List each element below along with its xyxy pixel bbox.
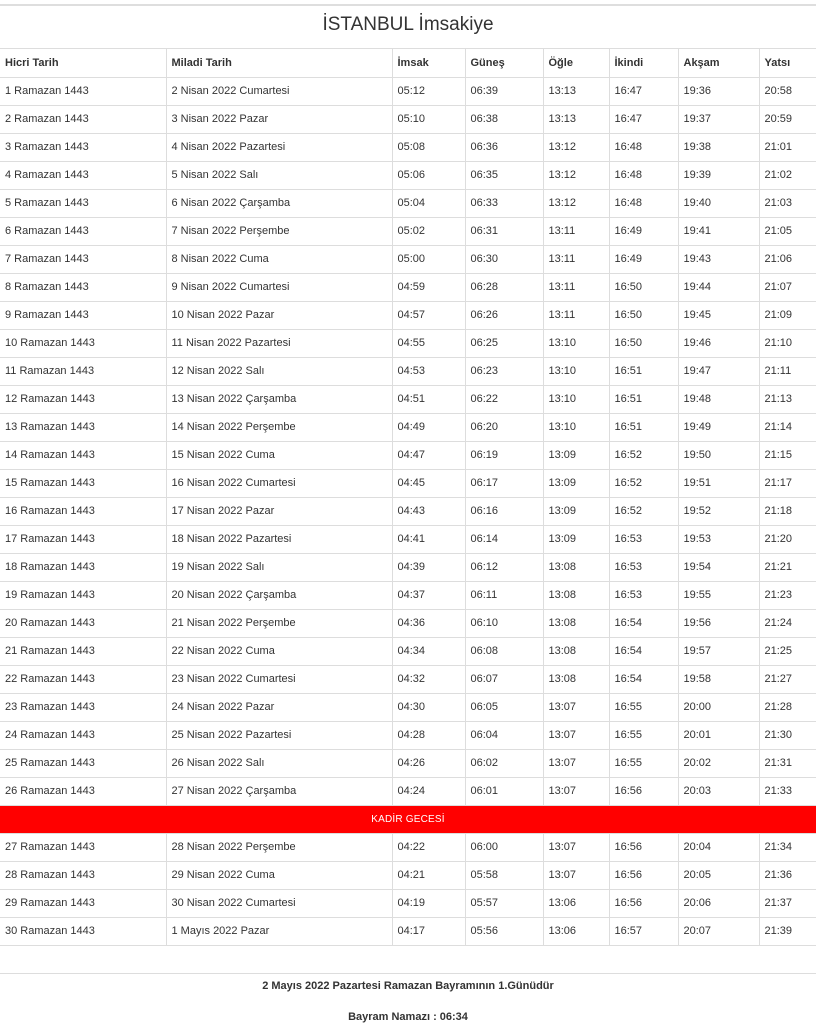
imsak-cell: 04:53 <box>392 357 465 385</box>
imsak-cell: 04:32 <box>392 665 465 693</box>
top-divider <box>0 4 816 6</box>
aksam-cell: 19:53 <box>678 525 759 553</box>
aksam-cell: 19:48 <box>678 385 759 413</box>
aksam-cell: 20:06 <box>678 889 759 917</box>
aksam-cell: 19:47 <box>678 357 759 385</box>
table-row <box>0 469 816 497</box>
gunes-cell: 06:38 <box>465 105 543 133</box>
table-row <box>0 161 816 189</box>
gunes-cell: 05:58 <box>465 861 543 889</box>
miladi-tarih-cell: 25 Nisan 2022 Pazartesi <box>166 721 392 749</box>
table-body-after <box>0 833 816 945</box>
miladi-tarih-cell: 23 Nisan 2022 Cumartesi <box>166 665 392 693</box>
gunes-cell: 06:08 <box>465 637 543 665</box>
imsak-cell: 04:59 <box>392 273 465 301</box>
ikindi-cell: 16:56 <box>609 889 678 917</box>
gunes-cell: 06:02 <box>465 749 543 777</box>
gunes-cell: 06:14 <box>465 525 543 553</box>
gunes-cell: 06:36 <box>465 133 543 161</box>
yatsi-cell: 21:25 <box>759 637 816 665</box>
ikindi-cell: 16:53 <box>609 525 678 553</box>
table-row <box>0 553 816 581</box>
table-row <box>0 917 816 945</box>
yatsi-cell: 21:09 <box>759 301 816 329</box>
ogle-cell: 13:07 <box>543 693 609 721</box>
hicri-tarih-cell: 10 Ramazan 1443 <box>0 329 166 357</box>
table-row <box>0 441 816 469</box>
yatsi-cell: 21:11 <box>759 357 816 385</box>
yatsi-cell: 21:24 <box>759 609 816 637</box>
hicri-tarih-cell: 7 Ramazan 1443 <box>0 245 166 273</box>
ogle-cell: 13:08 <box>543 665 609 693</box>
miladi-tarih-cell: 20 Nisan 2022 Çarşamba <box>166 581 392 609</box>
hicri-tarih-cell: 20 Ramazan 1443 <box>0 609 166 637</box>
ikindi-cell: 16:54 <box>609 637 678 665</box>
aksam-cell: 20:03 <box>678 777 759 805</box>
ikindi-cell: 16:53 <box>609 553 678 581</box>
yatsi-cell: 21:39 <box>759 917 816 945</box>
imsak-cell: 04:55 <box>392 329 465 357</box>
ogle-cell: 13:07 <box>543 749 609 777</box>
aksam-cell: 20:00 <box>678 693 759 721</box>
imsak-cell: 04:47 <box>392 441 465 469</box>
ogle-cell: 13:13 <box>543 77 609 105</box>
aksam-cell: 20:05 <box>678 861 759 889</box>
yatsi-cell: 21:18 <box>759 497 816 525</box>
ikindi-cell: 16:55 <box>609 693 678 721</box>
gunes-cell: 06:20 <box>465 413 543 441</box>
miladi-tarih-cell: 1 Mayıs 2022 Pazar <box>166 917 392 945</box>
miladi-tarih-cell: 21 Nisan 2022 Perşembe <box>166 609 392 637</box>
table-row <box>0 721 816 749</box>
ogle-cell: 13:07 <box>543 833 609 861</box>
yatsi-cell: 21:31 <box>759 749 816 777</box>
gunes-cell: 06:16 <box>465 497 543 525</box>
yatsi-cell: 21:36 <box>759 861 816 889</box>
yatsi-cell: 21:21 <box>759 553 816 581</box>
gunes-cell: 06:17 <box>465 469 543 497</box>
hicri-tarih-cell: 4 Ramazan 1443 <box>0 161 166 189</box>
gunes-cell: 05:56 <box>465 917 543 945</box>
header-gunes: Güneş <box>465 49 543 77</box>
aksam-cell: 19:54 <box>678 553 759 581</box>
ogle-cell: 13:09 <box>543 441 609 469</box>
ogle-cell: 13:06 <box>543 917 609 945</box>
ikindi-cell: 16:55 <box>609 749 678 777</box>
table-header-row <box>0 49 816 77</box>
aksam-cell: 19:55 <box>678 581 759 609</box>
miladi-tarih-cell: 4 Nisan 2022 Pazartesi <box>166 133 392 161</box>
imsak-cell: 04:57 <box>392 301 465 329</box>
footer-divider <box>0 973 816 974</box>
aksam-cell: 19:41 <box>678 217 759 245</box>
hicri-tarih-cell: 16 Ramazan 1443 <box>0 497 166 525</box>
hicri-tarih-cell: 19 Ramazan 1443 <box>0 581 166 609</box>
ikindi-cell: 16:56 <box>609 777 678 805</box>
miladi-tarih-cell: 24 Nisan 2022 Pazar <box>166 693 392 721</box>
ikindi-cell: 16:57 <box>609 917 678 945</box>
kadir-gecesi-row <box>0 805 816 833</box>
imsak-cell: 04:22 <box>392 833 465 861</box>
ogle-cell: 13:09 <box>543 469 609 497</box>
ikindi-cell: 16:50 <box>609 329 678 357</box>
imsak-cell: 04:19 <box>392 889 465 917</box>
table-row <box>0 777 816 805</box>
yatsi-cell: 21:28 <box>759 693 816 721</box>
miladi-tarih-cell: 26 Nisan 2022 Salı <box>166 749 392 777</box>
yatsi-cell: 21:34 <box>759 833 816 861</box>
yatsi-cell: 21:30 <box>759 721 816 749</box>
miladi-tarih-cell: 14 Nisan 2022 Perşembe <box>166 413 392 441</box>
ogle-cell: 13:10 <box>543 357 609 385</box>
ikindi-cell: 16:47 <box>609 105 678 133</box>
miladi-tarih-cell: 6 Nisan 2022 Çarşamba <box>166 189 392 217</box>
ikindi-cell: 16:48 <box>609 189 678 217</box>
hicri-tarih-cell: 24 Ramazan 1443 <box>0 721 166 749</box>
gunes-cell: 05:57 <box>465 889 543 917</box>
ikindi-cell: 16:51 <box>609 357 678 385</box>
hicri-tarih-cell: 8 Ramazan 1443 <box>0 273 166 301</box>
table-row <box>0 189 816 217</box>
imsak-cell: 04:36 <box>392 609 465 637</box>
table-row <box>0 833 816 861</box>
yatsi-cell: 20:59 <box>759 105 816 133</box>
ogle-cell: 13:08 <box>543 637 609 665</box>
aksam-cell: 20:07 <box>678 917 759 945</box>
table-row <box>0 525 816 553</box>
table-row <box>0 861 816 889</box>
aksam-cell: 19:46 <box>678 329 759 357</box>
hicri-tarih-cell: 23 Ramazan 1443 <box>0 693 166 721</box>
ikindi-cell: 16:49 <box>609 245 678 273</box>
imsak-cell: 05:10 <box>392 105 465 133</box>
ogle-cell: 13:07 <box>543 777 609 805</box>
gunes-cell: 06:19 <box>465 441 543 469</box>
yatsi-cell: 21:02 <box>759 161 816 189</box>
ogle-cell: 13:06 <box>543 889 609 917</box>
kadir-gecesi-section <box>0 805 816 833</box>
table-row <box>0 581 816 609</box>
yatsi-cell: 21:07 <box>759 273 816 301</box>
hicri-tarih-cell: 6 Ramazan 1443 <box>0 217 166 245</box>
hicri-tarih-cell: 5 Ramazan 1443 <box>0 189 166 217</box>
miladi-tarih-cell: 10 Nisan 2022 Pazar <box>166 301 392 329</box>
ogle-cell: 13:12 <box>543 189 609 217</box>
table-row <box>0 273 816 301</box>
ogle-cell: 13:11 <box>543 273 609 301</box>
ikindi-cell: 16:55 <box>609 721 678 749</box>
gunes-cell: 06:22 <box>465 385 543 413</box>
table-row <box>0 413 816 441</box>
ikindi-cell: 16:56 <box>609 861 678 889</box>
hicri-tarih-cell: 1 Ramazan 1443 <box>0 77 166 105</box>
gunes-cell: 06:30 <box>465 245 543 273</box>
gunes-cell: 06:39 <box>465 77 543 105</box>
miladi-tarih-cell: 22 Nisan 2022 Cuma <box>166 637 392 665</box>
imsak-cell: 04:39 <box>392 553 465 581</box>
ogle-cell: 13:11 <box>543 217 609 245</box>
gunes-cell: 06:07 <box>465 665 543 693</box>
aksam-cell: 19:49 <box>678 413 759 441</box>
yatsi-cell: 21:01 <box>759 133 816 161</box>
imsak-cell: 04:21 <box>392 861 465 889</box>
imsak-cell: 04:37 <box>392 581 465 609</box>
hicri-tarih-cell: 28 Ramazan 1443 <box>0 861 166 889</box>
miladi-tarih-cell: 13 Nisan 2022 Çarşamba <box>166 385 392 413</box>
gunes-cell: 06:33 <box>465 189 543 217</box>
miladi-tarih-cell: 30 Nisan 2022 Cumartesi <box>166 889 392 917</box>
aksam-cell: 19:36 <box>678 77 759 105</box>
hicri-tarih-cell: 3 Ramazan 1443 <box>0 133 166 161</box>
yatsi-cell: 21:05 <box>759 217 816 245</box>
aksam-cell: 19:58 <box>678 665 759 693</box>
imsak-cell: 05:06 <box>392 161 465 189</box>
ogle-cell: 13:10 <box>543 413 609 441</box>
gunes-cell: 06:01 <box>465 777 543 805</box>
miladi-tarih-cell: 2 Nisan 2022 Cumartesi <box>166 77 392 105</box>
yatsi-cell: 21:23 <box>759 581 816 609</box>
ikindi-cell: 16:49 <box>609 217 678 245</box>
imsak-cell: 04:30 <box>392 693 465 721</box>
aksam-cell: 19:39 <box>678 161 759 189</box>
hicri-tarih-cell: 12 Ramazan 1443 <box>0 385 166 413</box>
header-miladi-tarih: Miladi Tarih <box>166 49 392 77</box>
imsak-cell: 04:41 <box>392 525 465 553</box>
aksam-cell: 19:51 <box>678 469 759 497</box>
aksam-cell: 19:45 <box>678 301 759 329</box>
yatsi-cell: 21:33 <box>759 777 816 805</box>
kadir-gecesi-label: KADİR GECESİ <box>0 805 816 833</box>
ogle-cell: 13:11 <box>543 301 609 329</box>
table-row <box>0 217 816 245</box>
header-aksam: Akşam <box>678 49 759 77</box>
ikindi-cell: 16:51 <box>609 385 678 413</box>
yatsi-cell: 21:15 <box>759 441 816 469</box>
aksam-cell: 20:01 <box>678 721 759 749</box>
hicri-tarih-cell: 18 Ramazan 1443 <box>0 553 166 581</box>
gunes-cell: 06:11 <box>465 581 543 609</box>
table-row <box>0 665 816 693</box>
miladi-tarih-cell: 17 Nisan 2022 Pazar <box>166 497 392 525</box>
yatsi-cell: 21:27 <box>759 665 816 693</box>
aksam-cell: 19:43 <box>678 245 759 273</box>
table-row <box>0 329 816 357</box>
ikindi-cell: 16:54 <box>609 609 678 637</box>
ikindi-cell: 16:48 <box>609 161 678 189</box>
miladi-tarih-cell: 28 Nisan 2022 Perşembe <box>166 833 392 861</box>
yatsi-cell: 21:20 <box>759 525 816 553</box>
imsak-cell: 04:45 <box>392 469 465 497</box>
table-row <box>0 105 816 133</box>
imsak-cell: 04:28 <box>392 721 465 749</box>
ikindi-cell: 16:50 <box>609 301 678 329</box>
ikindi-cell: 16:56 <box>609 833 678 861</box>
ikindi-cell: 16:52 <box>609 441 678 469</box>
table-body-before <box>0 77 816 805</box>
imsak-cell: 05:08 <box>392 133 465 161</box>
imsak-cell: 05:02 <box>392 217 465 245</box>
miladi-tarih-cell: 12 Nisan 2022 Salı <box>166 357 392 385</box>
miladi-tarih-cell: 29 Nisan 2022 Cuma <box>166 861 392 889</box>
imsak-cell: 05:04 <box>392 189 465 217</box>
aksam-cell: 20:04 <box>678 833 759 861</box>
table-row <box>0 497 816 525</box>
gunes-cell: 06:05 <box>465 693 543 721</box>
header-imsak: İmsak <box>392 49 465 77</box>
gunes-cell: 06:00 <box>465 833 543 861</box>
header-ikindi: İkindi <box>609 49 678 77</box>
hicri-tarih-cell: 9 Ramazan 1443 <box>0 301 166 329</box>
hicri-tarih-cell: 25 Ramazan 1443 <box>0 749 166 777</box>
ikindi-cell: 16:54 <box>609 665 678 693</box>
miladi-tarih-cell: 27 Nisan 2022 Çarşamba <box>166 777 392 805</box>
ogle-cell: 13:09 <box>543 497 609 525</box>
yatsi-cell: 21:10 <box>759 329 816 357</box>
miladi-tarih-cell: 19 Nisan 2022 Salı <box>166 553 392 581</box>
table-row <box>0 637 816 665</box>
imsak-cell: 04:17 <box>392 917 465 945</box>
miladi-tarih-cell: 8 Nisan 2022 Cuma <box>166 245 392 273</box>
ikindi-cell: 16:53 <box>609 581 678 609</box>
miladi-tarih-cell: 5 Nisan 2022 Salı <box>166 161 392 189</box>
bayram-note: 2 Mayıs 2022 Pazartesi Ramazan Bayramının 1.Günüdür <box>262 980 554 992</box>
ogle-cell: 13:08 <box>543 581 609 609</box>
ogle-cell: 13:09 <box>543 525 609 553</box>
ogle-cell: 13:13 <box>543 105 609 133</box>
table-row <box>0 609 816 637</box>
aksam-cell: 19:40 <box>678 189 759 217</box>
miladi-tarih-cell: 16 Nisan 2022 Cumartesi <box>166 469 392 497</box>
gunes-cell: 06:31 <box>465 217 543 245</box>
imsak-cell: 04:34 <box>392 637 465 665</box>
table-row <box>0 77 816 105</box>
ikindi-cell: 16:52 <box>609 469 678 497</box>
yatsi-cell: 21:06 <box>759 245 816 273</box>
ogle-cell: 13:12 <box>543 133 609 161</box>
aksam-cell: 19:38 <box>678 133 759 161</box>
aksam-cell: 19:56 <box>678 609 759 637</box>
gunes-cell: 06:12 <box>465 553 543 581</box>
aksam-cell: 19:52 <box>678 497 759 525</box>
aksam-cell: 19:37 <box>678 105 759 133</box>
header-ogle: Öğle <box>543 49 609 77</box>
ogle-cell: 13:07 <box>543 861 609 889</box>
gunes-cell: 06:26 <box>465 301 543 329</box>
ikindi-cell: 16:48 <box>609 133 678 161</box>
gunes-cell: 06:23 <box>465 357 543 385</box>
header-hicri-tarih: Hicri Tarih <box>0 49 166 77</box>
imsakiye-table <box>0 49 816 946</box>
hicri-tarih-cell: 17 Ramazan 1443 <box>0 525 166 553</box>
yatsi-cell: 21:13 <box>759 385 816 413</box>
ikindi-cell: 16:50 <box>609 273 678 301</box>
imsak-cell: 04:24 <box>392 777 465 805</box>
ogle-cell: 13:07 <box>543 721 609 749</box>
gunes-cell: 06:35 <box>465 161 543 189</box>
aksam-cell: 19:57 <box>678 637 759 665</box>
header-yatsi: Yatsı <box>759 49 816 77</box>
ogle-cell: 13:10 <box>543 329 609 357</box>
yatsi-cell: 21:03 <box>759 189 816 217</box>
hicri-tarih-cell: 26 Ramazan 1443 <box>0 777 166 805</box>
yatsi-cell: 20:58 <box>759 77 816 105</box>
hicri-tarih-cell: 27 Ramazan 1443 <box>0 833 166 861</box>
miladi-tarih-cell: 3 Nisan 2022 Pazar <box>166 105 392 133</box>
hicri-tarih-cell: 21 Ramazan 1443 <box>0 637 166 665</box>
aksam-cell: 19:50 <box>678 441 759 469</box>
hicri-tarih-cell: 2 Ramazan 1443 <box>0 105 166 133</box>
ogle-cell: 13:11 <box>543 245 609 273</box>
aksam-cell: 19:44 <box>678 273 759 301</box>
hicri-tarih-cell: 14 Ramazan 1443 <box>0 441 166 469</box>
yatsi-cell: 21:17 <box>759 469 816 497</box>
table-row <box>0 133 816 161</box>
table-row <box>0 889 816 917</box>
bayram-namazi-time: Bayram Namazı : 06:34 <box>348 1011 468 1023</box>
hicri-tarih-cell: 11 Ramazan 1443 <box>0 357 166 385</box>
table-row <box>0 301 816 329</box>
table-row <box>0 245 816 273</box>
miladi-tarih-cell: 9 Nisan 2022 Cumartesi <box>166 273 392 301</box>
ikindi-cell: 16:47 <box>609 77 678 105</box>
ikindi-cell: 16:51 <box>609 413 678 441</box>
ogle-cell: 13:08 <box>543 553 609 581</box>
miladi-tarih-cell: 18 Nisan 2022 Pazartesi <box>166 525 392 553</box>
imsak-cell: 04:26 <box>392 749 465 777</box>
miladi-tarih-cell: 15 Nisan 2022 Cuma <box>166 441 392 469</box>
imsak-cell: 04:51 <box>392 385 465 413</box>
yatsi-cell: 21:14 <box>759 413 816 441</box>
gunes-cell: 06:28 <box>465 273 543 301</box>
ogle-cell: 13:12 <box>543 161 609 189</box>
imsak-cell: 05:12 <box>392 77 465 105</box>
hicri-tarih-cell: 15 Ramazan 1443 <box>0 469 166 497</box>
page-title: İSTANBUL İmsakiye <box>0 7 816 49</box>
hicri-tarih-cell: 13 Ramazan 1443 <box>0 413 166 441</box>
gunes-cell: 06:10 <box>465 609 543 637</box>
gunes-cell: 06:04 <box>465 721 543 749</box>
miladi-tarih-cell: 11 Nisan 2022 Pazartesi <box>166 329 392 357</box>
gunes-cell: 06:25 <box>465 329 543 357</box>
hicri-tarih-cell: 29 Ramazan 1443 <box>0 889 166 917</box>
imsak-cell: 05:00 <box>392 245 465 273</box>
imsak-cell: 04:43 <box>392 497 465 525</box>
table-row <box>0 749 816 777</box>
table-row <box>0 385 816 413</box>
table-row <box>0 693 816 721</box>
aksam-cell: 20:02 <box>678 749 759 777</box>
ikindi-cell: 16:52 <box>609 497 678 525</box>
hicri-tarih-cell: 30 Ramazan 1443 <box>0 917 166 945</box>
hicri-tarih-cell: 22 Ramazan 1443 <box>0 665 166 693</box>
imsak-cell: 04:49 <box>392 413 465 441</box>
ogle-cell: 13:08 <box>543 609 609 637</box>
table-row <box>0 357 816 385</box>
yatsi-cell: 21:37 <box>759 889 816 917</box>
ogle-cell: 13:10 <box>543 385 609 413</box>
miladi-tarih-cell: 7 Nisan 2022 Perşembe <box>166 217 392 245</box>
